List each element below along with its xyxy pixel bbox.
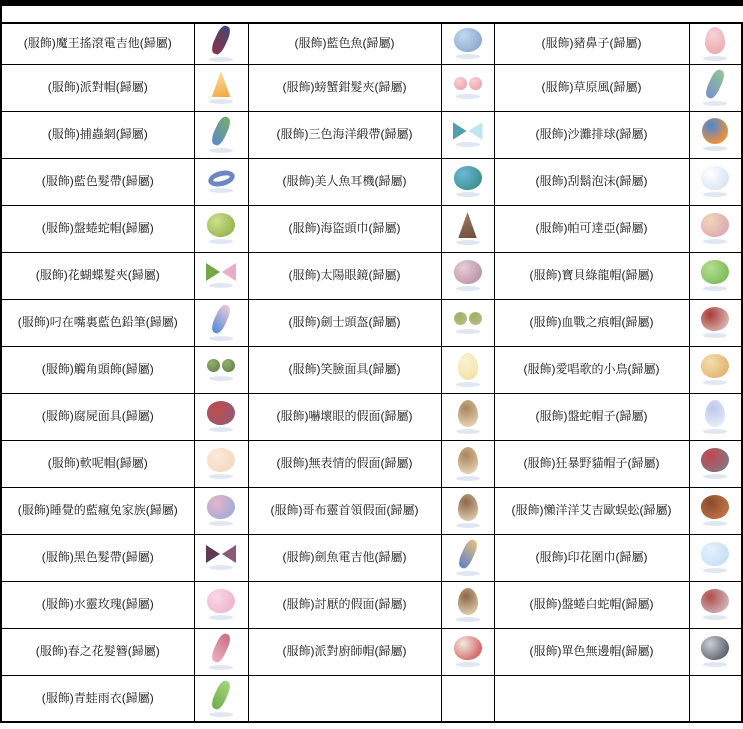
item-icon-cell <box>689 487 742 534</box>
icon-wrap <box>195 263 248 288</box>
item-icon-cell <box>689 628 742 675</box>
icon-wrap <box>442 77 494 99</box>
crab-claw-hairpin-icon <box>454 77 482 92</box>
item-icon-cell <box>689 581 742 628</box>
item-icon-cell <box>441 487 494 534</box>
icon-shadow <box>209 376 233 381</box>
item-table <box>0 22 743 723</box>
table-row <box>1 64 742 111</box>
item-icon-cell <box>194 581 248 628</box>
antenna-headdress-icon <box>207 359 235 374</box>
item-name-cell: (服飾)沙灘排球(歸屬) <box>494 111 689 158</box>
icon-wrap <box>442 636 494 667</box>
item-icon-cell <box>194 440 248 487</box>
shocked-mask-icon <box>458 400 478 427</box>
icon-shadow <box>703 429 727 434</box>
table-row <box>1 299 742 346</box>
frog-raincoat-icon <box>209 679 232 711</box>
icon-shadow <box>456 662 480 667</box>
empty-cell <box>441 675 494 722</box>
item-name-cell: (服飾)捕蟲網(歸屬) <box>1 111 194 158</box>
ocean-ribbon-icon <box>453 122 483 140</box>
item-icon-cell <box>194 205 248 252</box>
table-row <box>1 393 742 440</box>
item-icon-cell <box>194 534 248 581</box>
item-name-cell: (服飾)螃蟹鉗髮夾(歸屬) <box>248 64 441 111</box>
icon-wrap <box>195 25 248 62</box>
item-icon-cell <box>441 346 494 393</box>
item-name-cell: (服飾)春之花髮簪(歸屬) <box>1 628 194 675</box>
item-icon-cell <box>441 393 494 440</box>
icon-shadow <box>456 617 480 622</box>
icon-shadow <box>703 474 727 479</box>
icon-shadow <box>209 188 233 193</box>
item-name-cell: (服飾)哥布靈首領假面(歸屬) <box>248 487 441 534</box>
item-icon-cell <box>689 158 742 205</box>
icon-shadow <box>209 474 233 479</box>
icon-wrap <box>442 28 494 59</box>
icon-shadow <box>456 192 480 197</box>
coiled-snake-cap-icon <box>705 400 725 427</box>
item-name-cell: (服飾)藍色魚(歸屬) <box>248 23 441 64</box>
icon-shadow <box>456 329 480 334</box>
item-icon-cell <box>689 393 742 440</box>
icon-wrap <box>442 494 494 528</box>
icon-wrap <box>690 118 742 151</box>
item-name-cell: (服飾)三色海洋緞帶(歸屬) <box>248 111 441 158</box>
item-icon-cell <box>441 23 494 64</box>
icon-shadow <box>456 523 480 528</box>
goblin-leader-mask-icon <box>458 494 478 521</box>
sunglasses-icon <box>452 259 482 286</box>
item-name-cell: (服飾)軟呢帽(歸屬) <box>1 440 194 487</box>
icon-shadow <box>456 429 480 434</box>
item-icon-cell <box>194 299 248 346</box>
item-name-cell: (服飾)水靈玫瑰(歸屬) <box>1 581 194 628</box>
item-name-cell: (服飾)刮鬍泡沫(歸屬) <box>494 158 689 205</box>
icon-shadow <box>209 57 233 62</box>
item-icon-cell <box>689 299 742 346</box>
icon-shadow <box>209 712 233 717</box>
item-name-cell: (服飾)帕可達亞(歸屬) <box>494 205 689 252</box>
item-icon-cell <box>441 534 494 581</box>
icon-wrap <box>690 213 742 244</box>
mermaid-earphone-icon <box>452 165 482 192</box>
icon-shadow <box>703 239 727 244</box>
blue-pencil-icon <box>209 303 232 335</box>
item-name-cell: (服飾)魔王搖滾電吉他(歸屬) <box>1 23 194 64</box>
icon-wrap <box>195 680 248 717</box>
blue-headband-icon <box>206 167 236 188</box>
icon-wrap <box>690 542 742 573</box>
item-icon-cell <box>689 64 742 111</box>
icon-wrap <box>195 545 248 570</box>
item-name-cell: (服飾)寶貝綠龍帽(歸屬) <box>494 252 689 299</box>
icon-shadow <box>209 521 233 526</box>
item-icon-cell <box>194 64 248 111</box>
item-icon-cell <box>441 299 494 346</box>
expressionless-mask-icon <box>458 447 478 474</box>
icon-shadow <box>703 568 727 573</box>
icon-wrap <box>195 401 248 432</box>
item-icon-cell <box>441 581 494 628</box>
corpse-mask-icon <box>206 400 236 427</box>
icon-shadow <box>209 283 233 288</box>
black-ribbon-icon <box>206 545 236 563</box>
pacodaya-icon <box>700 212 730 239</box>
icon-shadow <box>456 54 480 59</box>
icon-shadow <box>703 101 727 106</box>
shaving-foam-icon <box>700 165 730 192</box>
table-row <box>1 158 742 205</box>
icon-wrap <box>442 312 494 334</box>
icon-wrap <box>442 166 494 197</box>
icon-shadow <box>703 380 727 385</box>
item-name-cell: (服飾)派對廚師帽(歸屬) <box>248 628 441 675</box>
smiley-mask-icon <box>458 353 478 380</box>
icon-wrap <box>195 171 248 193</box>
icon-shadow <box>209 148 233 153</box>
table-row <box>1 111 742 158</box>
item-name-cell: (服飾)盤蛇帽子(歸屬) <box>494 393 689 440</box>
item-icon-cell <box>441 111 494 158</box>
printed-scarf-icon <box>700 541 730 568</box>
icon-shadow <box>209 565 233 570</box>
item-name-cell: (服飾)討厭的假面(歸屬) <box>248 581 441 628</box>
icon-shadow <box>703 146 727 151</box>
icon-shadow <box>209 336 233 341</box>
swordfish-guitar-icon <box>456 538 479 570</box>
top-gap-strip <box>0 6 741 22</box>
item-icon-cell <box>689 346 742 393</box>
icon-shadow <box>209 99 233 104</box>
icon-shadow <box>703 333 727 338</box>
item-name-cell: (服飾)藍色髮帶(歸屬) <box>1 158 194 205</box>
item-icon-cell <box>689 440 742 487</box>
icon-wrap <box>442 588 494 622</box>
icon-shadow <box>209 615 233 620</box>
item-icon-cell <box>441 64 494 111</box>
empty-cell <box>494 675 689 722</box>
icon-shadow <box>209 427 233 432</box>
icon-wrap <box>195 71 248 104</box>
item-icon-cell <box>689 23 742 64</box>
item-name-cell: (服飾)印花圍巾(歸屬) <box>494 534 689 581</box>
icon-wrap <box>690 589 742 620</box>
item-icon-cell <box>194 346 248 393</box>
icon-wrap <box>442 122 494 147</box>
icon-shadow <box>703 662 727 667</box>
item-name-cell: (服飾)笑臉面具(歸屬) <box>248 346 441 393</box>
icon-shadow <box>456 142 480 147</box>
item-name-cell: (服飾)單色無邊帽(歸屬) <box>494 628 689 675</box>
icon-wrap <box>690 260 742 291</box>
icon-shadow <box>209 665 233 670</box>
icon-wrap <box>195 116 248 153</box>
party-hat-icon <box>210 71 232 97</box>
coiled-snake-hat-icon <box>206 212 236 239</box>
item-name-cell: (服飾)豬鼻子(歸屬) <box>494 23 689 64</box>
item-name-cell: (服飾)花蝴蝶髮夾(歸屬) <box>1 252 194 299</box>
icon-shadow <box>456 286 480 291</box>
item-name-cell: (服飾)無表情的假面(歸屬) <box>248 440 441 487</box>
icon-wrap <box>442 539 494 576</box>
icon-wrap <box>195 359 248 381</box>
item-icon-cell <box>689 252 742 299</box>
icon-wrap <box>195 589 248 620</box>
icon-wrap <box>690 448 742 479</box>
table-row <box>1 252 742 299</box>
spring-flower-hairpin-icon <box>209 632 232 664</box>
item-name-cell: (服飾)劍士頭盔(歸屬) <box>248 299 441 346</box>
prairie-wind-icon <box>704 68 727 100</box>
table-row <box>1 440 742 487</box>
white-snake-hat-icon <box>700 588 730 615</box>
item-name-cell: (服飾)海盜頭巾(歸屬) <box>248 205 441 252</box>
item-name-cell: (服飾)腐屍面具(歸屬) <box>1 393 194 440</box>
table-row <box>1 675 742 722</box>
icon-wrap <box>690 307 742 338</box>
icon-wrap <box>442 212 494 245</box>
singing-bird-icon <box>700 353 730 380</box>
icon-shadow <box>456 94 480 99</box>
icon-wrap <box>195 495 248 526</box>
icon-shadow <box>456 571 480 576</box>
icon-wrap <box>690 400 742 434</box>
blood-scar-hat-icon <box>700 306 730 333</box>
green-dragon-hat-icon <box>700 259 730 286</box>
item-icon-cell <box>194 487 248 534</box>
item-name-cell: (服飾)狂暴野貓帽子(歸屬) <box>494 440 689 487</box>
beach-ball-icon <box>702 118 728 144</box>
item-name-cell: (服飾)盤蜷蛇帽(歸屬) <box>1 205 194 252</box>
lazy-centipede-icon <box>700 494 730 521</box>
item-name-cell: (服飾)盤蜷白蛇帽(歸屬) <box>494 581 689 628</box>
beanie-icon <box>700 635 730 662</box>
hated-mask-icon <box>458 588 478 615</box>
item-name-cell: (服飾)觸角頭飾(歸屬) <box>1 346 194 393</box>
item-icon-cell <box>194 23 248 64</box>
icon-shadow <box>703 56 727 61</box>
item-icon-cell <box>194 158 248 205</box>
flower-butterfly-hairpin-icon <box>206 263 236 281</box>
rock-guitar-icon <box>209 24 232 56</box>
icon-shadow <box>209 239 233 244</box>
bug-net-icon <box>209 115 232 147</box>
wildcat-hat-icon <box>700 447 730 474</box>
icon-wrap <box>690 636 742 667</box>
party-chef-hat-icon <box>452 635 482 662</box>
pig-nose-icon <box>705 27 725 54</box>
icon-wrap <box>690 495 742 526</box>
icon-shadow <box>703 521 727 526</box>
item-icon-cell <box>689 111 742 158</box>
item-name-cell: (服飾)愛唱歌的小鳥(歸屬) <box>494 346 689 393</box>
item-name-cell: (服飾)叼在嘴裏藍色鉛筆(歸屬) <box>1 299 194 346</box>
item-icon-cell <box>441 158 494 205</box>
icon-wrap <box>195 304 248 341</box>
icon-shadow <box>456 476 480 481</box>
icon-wrap <box>195 213 248 244</box>
icon-wrap <box>442 260 494 291</box>
table-row <box>1 487 742 534</box>
item-name-cell: (服飾)黑色髮帶(歸屬) <box>1 534 194 581</box>
icon-wrap <box>690 69 742 106</box>
icon-wrap <box>195 633 248 670</box>
table-row <box>1 346 742 393</box>
item-name-cell: (服飾)劍魚電吉他(歸屬) <box>248 534 441 581</box>
empty-cell <box>689 675 742 722</box>
icon-wrap <box>690 166 742 197</box>
item-icon-cell <box>441 628 494 675</box>
empty-cell <box>248 675 441 722</box>
table-row <box>1 628 742 675</box>
item-name-cell: (服飾)派對帽(歸屬) <box>1 64 194 111</box>
swordsman-helmet-icon <box>454 312 482 327</box>
sleeping-bunny-family-icon <box>206 494 236 521</box>
icon-shadow <box>703 615 727 620</box>
table-row <box>1 205 742 252</box>
item-name-cell: (服飾)太陽眼鏡(歸屬) <box>248 252 441 299</box>
icon-shadow <box>456 240 480 245</box>
icon-wrap <box>690 354 742 385</box>
table-row <box>1 534 742 581</box>
item-icon-cell <box>441 252 494 299</box>
item-name-cell: (服飾)睡覺的藍瘋兔家族(歸屬) <box>1 487 194 534</box>
table-row <box>1 581 742 628</box>
item-name-cell: (服飾)美人魚耳機(歸屬) <box>248 158 441 205</box>
table-row <box>1 23 742 64</box>
item-icon-cell <box>194 111 248 158</box>
item-icon-cell <box>689 205 742 252</box>
item-table-body <box>1 23 742 722</box>
fedora-icon <box>206 447 236 474</box>
item-icon-cell <box>441 440 494 487</box>
item-icon-cell <box>194 628 248 675</box>
item-name-cell: (服飾)青蛙雨衣(歸屬) <box>1 675 194 722</box>
icon-wrap <box>442 400 494 434</box>
icon-wrap <box>442 447 494 481</box>
item-icon-cell <box>194 393 248 440</box>
water-rose-icon <box>206 588 236 615</box>
item-name-cell: (服飾)草原風(歸屬) <box>494 64 689 111</box>
icon-shadow <box>456 382 480 387</box>
icon-wrap <box>442 353 494 387</box>
item-icon-cell <box>441 205 494 252</box>
icon-wrap <box>690 27 742 61</box>
icon-wrap <box>195 448 248 479</box>
item-name-cell: (服飾)嚇壞眼的假面(歸屬) <box>248 393 441 440</box>
item-icon-cell <box>194 252 248 299</box>
icon-shadow <box>703 192 727 197</box>
item-name-cell: (服飾)懶洋洋艾吉歐蜈蚣(歸屬) <box>494 487 689 534</box>
pirate-bandana-icon <box>457 212 479 238</box>
item-name-cell: (服飾)血戰之痕帽(歸屬) <box>494 299 689 346</box>
icon-shadow <box>703 286 727 291</box>
item-icon-cell <box>689 534 742 581</box>
item-icon-cell <box>194 675 248 722</box>
blue-fish-icon <box>452 27 482 54</box>
